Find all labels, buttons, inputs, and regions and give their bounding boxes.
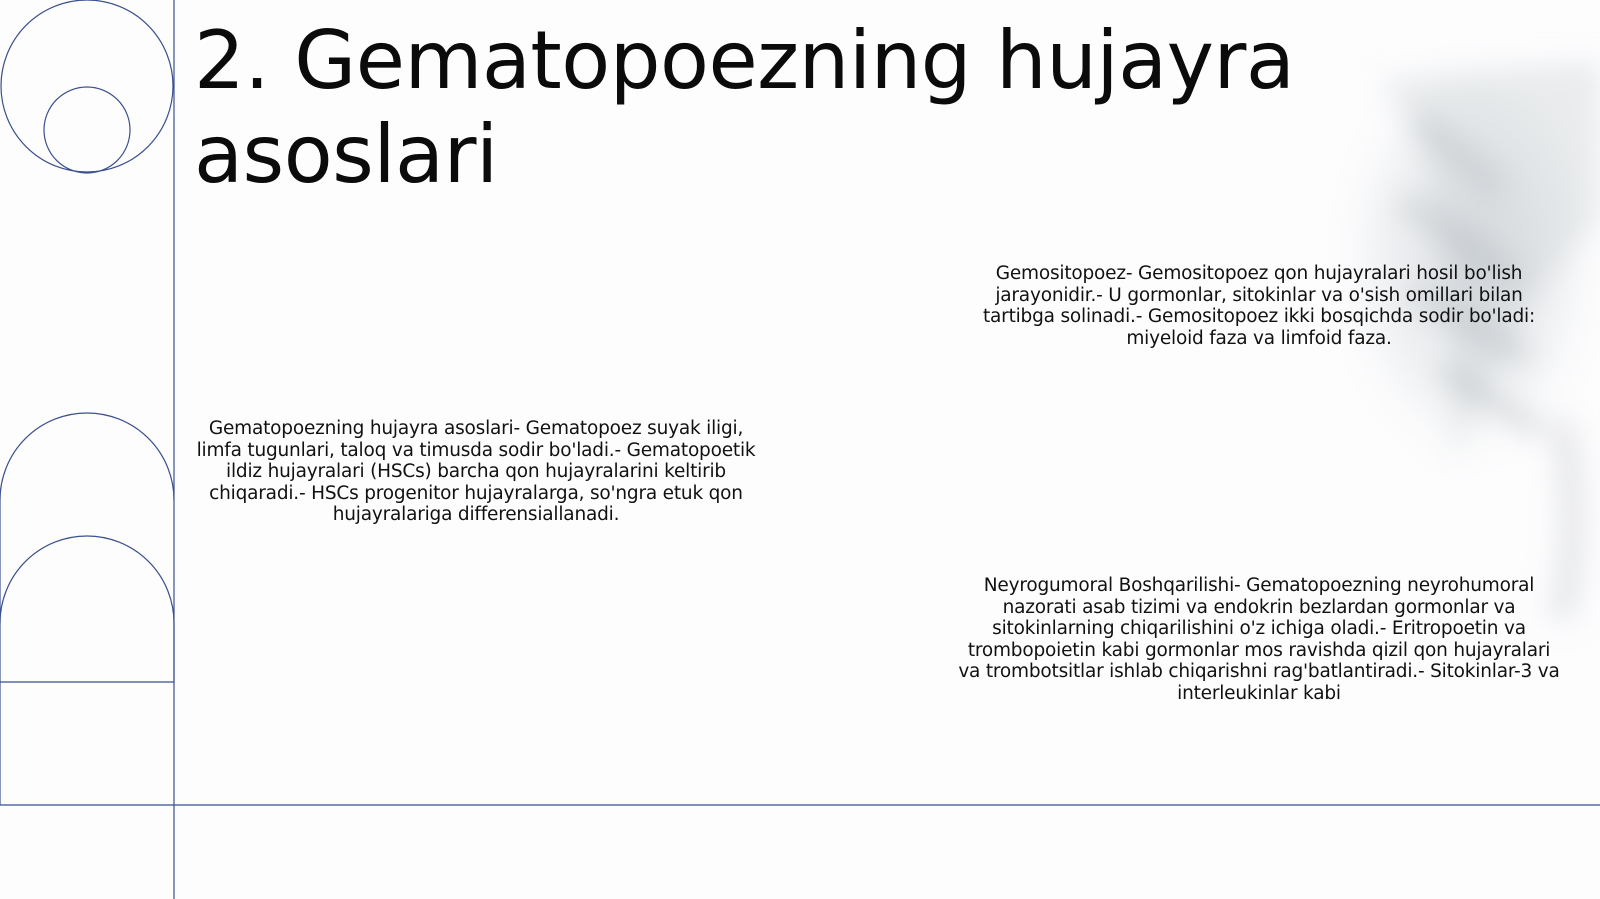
outer-circle-shape (1, 0, 173, 172)
text-block-cellular-basis: Gematopoezning hujayra asoslari- Gematopoez suyak iligi, limfa tugunlari, taloq va timusda sodir bo'ladi.- Gematopoetik ildiz hujayralari (HSCs) barcha qon hujayralarini keltirib chiqaradi.- HSCs progenitor hujayralarga, so'ngra etuk qon hujayralariga differensiallanadi. (196, 418, 756, 526)
inner-circle-shape (44, 87, 130, 173)
text-block-neurohumoral-regulation: Neyrogumoral Boshqarilishi- Gematopoezning neyrohumoral nazorati asab tizimi va endokrin bezlardan gormonlar va sitokinlarning chiqarilishini o'z ichiga oladi.- Eritropoetin va trombopoietin kabi gormonlar mos ravishda qizil qon hujayralari va trombotsitlar ishlab chiqarishni rag'batlantiradi.- Sitokinlar-3 va interleukinlar kabi (958, 575, 1560, 704)
upper-arch-shape (0, 413, 174, 500)
lower-arch-shape (0, 536, 174, 682)
slide-title: 2. Gematopoezning hujayra asoslari (194, 14, 1295, 201)
text-block-hemocytopoiesis: Gemositopoez- Gemositopoez qon hujayralari hosil bo'lish jarayonidir.- U gormonlar, sitokinlar va o'sish omillari bilan tartibga solinadi.- Gemositopoez ikki bosqichda sodir bo'ladi: miyeloid faza va limfoid faza. (982, 263, 1536, 349)
